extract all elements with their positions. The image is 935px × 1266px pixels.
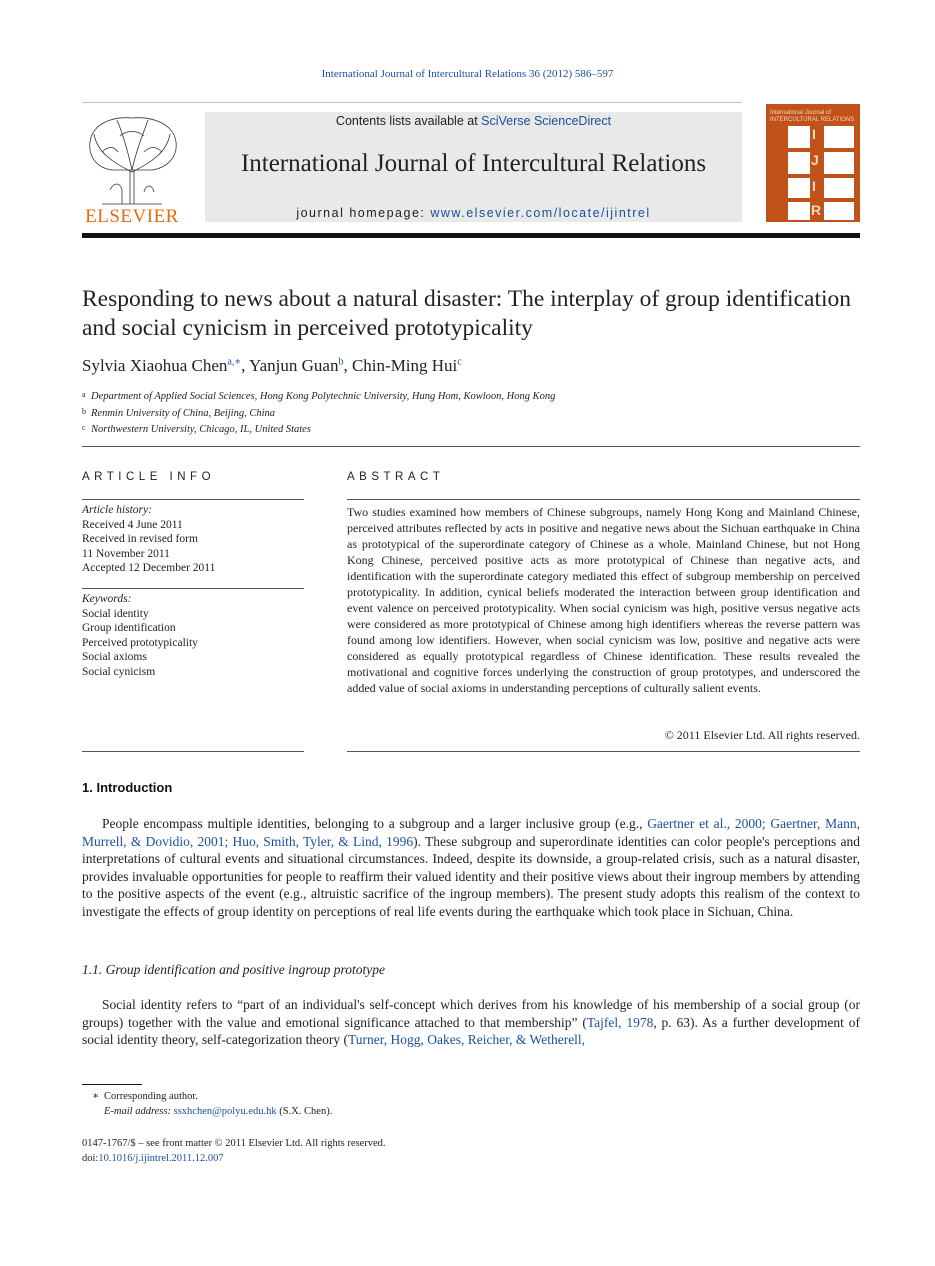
keyword-item: Group identification [82,622,176,634]
author-marks[interactable]: c [457,356,462,368]
author-marks[interactable]: b [338,356,344,368]
affiliation-text: Northwestern University, Chicago, IL, United States [91,424,311,435]
cover-letter: J [811,152,819,168]
history-line: Received 4 June 2011 [82,518,183,531]
citation-link[interactable]: Tajfel, 1978 [586,1014,654,1030]
footnote-rule [82,1084,142,1085]
keyword-item: Perceived prototypicality [82,636,198,649]
journal-homepage [205,206,742,220]
abstract-bottom-rule [347,751,860,752]
issn-line: 0147-1767/$ – see front matter © 2011 Elsevier Ltd. All rights reserved. [82,1138,386,1149]
footnote-line [82,1089,860,1104]
doi-link[interactable]: 10.1016/j.ijintrel.2011.12.007 [98,1153,224,1164]
keywords-block [82,592,304,679]
contents-line [205,114,742,128]
affiliation-text: Department of Applied Social Sciences, Hong Kong Polytechnic University, Hung Hom, Kowloon, Hong Kong [91,391,556,402]
header-thick-rule [82,233,860,238]
abstract-copyright: © 2011 Elsevier Ltd. All rights reserved. [664,728,860,742]
abstract-heading: ABSTRACT [347,471,445,483]
sciencedirect-link[interactable]: SciVerse ScienceDirect [481,114,612,128]
cover-letter: I [812,126,816,142]
article-info-bottom-rule [82,751,304,752]
cover-letter: R [811,202,822,218]
doi-line [82,1151,860,1166]
email-suffix: (S.X. Chen). [276,1106,333,1117]
affiliation-mark: a [82,390,86,399]
history-heading: Article history: [82,504,152,516]
author-name[interactable]: Yanjun Guan [249,356,339,375]
author-marks[interactable]: a,∗ [227,356,242,368]
journal-title: International Journal of Intercultural Relations [240,150,707,177]
footnote-text: Corresponding author. [104,1091,198,1102]
affiliation-text: Renmin University of China, Beijing, China [91,407,276,419]
history-line: Accepted 12 December 2011 [82,562,216,574]
affiliation-item [82,388,860,405]
keywords-heading: Keywords: [82,593,132,605]
article-info-heading: ARTICLE INFO [82,471,216,483]
homepage-prefix: journal homepage: [296,206,431,220]
cover-letter: I [812,178,816,194]
intro-text: People encompass multiple identities, belonging to a subgroup and a larger inclusive group (e.g., [102,816,648,831]
abstract-text: Two studies examined how members of Chinese subgroups, namely Hong Kong and Mainland Chinese, perceived attributes reflected by acts in positive and negative news about the Sichuan earthquake in China as prototypical of the superordinate category of Chinese as a whole. Mainland Chinese, but not Hong Kong Chinese, perceived positive acts as more prototypical of Chinese than negative acts, and identification with the superordinate category mediated this effect of subgroup membership on perceived prototypicality. In addition, cynical beliefs moderated the interaction between group identification and event valence on perceived prototypicality. When social cynicism was high, positive versus negative acts were considered as more prototypical of Chinese among high identifiers whereas the reverse pattern was found among low identifiers. However, when social cynicism was low, positive and negative acts were considered as equally prototypical regardless of Chinese identification. These results revealed the motivational and cognitive forces underlying the construction of group prototypes, and underscored the added value of social axioms in understanding perceptions of culturally salient events. [347,505,860,695]
citation-link[interactable]: Turner, Hogg, Oakes, Reicher, & Wetherell, [348,1032,586,1047]
intro-paragraph-2 [82,996,860,1049]
intro-text: , p. 63). As a further development of social identity theory, self-categorization theory ( [82,1014,860,1047]
author-name[interactable]: Sylvia Xiaohua Chen [82,356,228,375]
affiliation-item [82,405,860,422]
cover-title: International Journal of INTERCULTURAL RELATIONS [770,110,855,123]
keyword-item: Social axioms [82,651,147,663]
citation-link[interactable]: Gaertner et al., 2000; Gaertner, Mann, Murrell, & Dovidio, 2001; Huo, Smith, Tyler, & Lind, 1996 [82,816,860,849]
footnote-email-line [82,1104,860,1119]
front-matter [82,1136,860,1166]
contents-prefix: Contents lists available at [335,114,482,128]
abstract-divider [347,499,860,500]
author-list: Sylvia Xiaohua Chen$^{a,∗}$, Yanjun Guan$^b$, Chin-Ming Hui$^c$ [82,356,462,375]
header-divider [82,102,742,103]
keywords-divider [82,588,304,589]
affiliation-mark: c [82,423,86,432]
affiliation-mark: b [82,406,86,416]
elsevier-wordmark: ELSEVIER [85,206,179,227]
keyword-item: Social identity [82,607,149,620]
article-history [82,503,304,576]
footnote [82,1089,860,1119]
homepage-link[interactable]: www.elsevier.com/locate/ijintrel [430,206,651,220]
affiliations [82,388,860,438]
title-block-divider [82,446,860,447]
history-line: Received in revised form [82,533,198,545]
intro-text: Social identity refers to “part of an individual's self-concept which derives from his knowledge of his membership of a social group (or groups) together with the value and emotional significance attached to that membership” ( [82,997,860,1030]
author-name[interactable]: Chin-Ming Hui [351,356,458,375]
doi-prefix: doi: [82,1153,99,1164]
article-title: Responding to news about a natural disaster: The interplay of group identification and social cynicism in perceived prototypicality [82,286,852,341]
intro-paragraph-1 [82,815,860,920]
affiliation-item [82,421,860,438]
intro-text: ). These subgroup and superordinate identities can color people's perceptions and interpretations of cultural events and situational circumstances. Indeed, despite its downside, a group-related crisis, such as a natural disaster, provides invaluable opportunities for people to reaffirm their valued identity and their positive views about their ingroup members by attending to the positive aspects of the event (e.g., altruistic sacrifice of the ingroup members). The present study adopts this realism of the context to investigate the effects of group identity on perceptions of real life events during the earthquake which took place in Sichuan, China. [82,833,860,919]
email-label: E-mail address: [104,1106,174,1117]
keyword-item: Social cynicism [82,665,156,678]
section-heading-introduction: 1. Introduction [82,780,173,795]
history-line: 11 November 2011 [82,547,170,560]
email-link[interactable]: ssxhchen@polyu.edu.hk [173,1106,277,1117]
subsection-heading: 1.1. Group identification and positive ingroup prototype [82,962,385,977]
journal-citation[interactable]: International Journal of Intercultural Relations 36 (2012) 586–597 [321,68,614,80]
article-info-divider [82,499,304,500]
footnote-mark: ∗ [92,1091,100,1102]
